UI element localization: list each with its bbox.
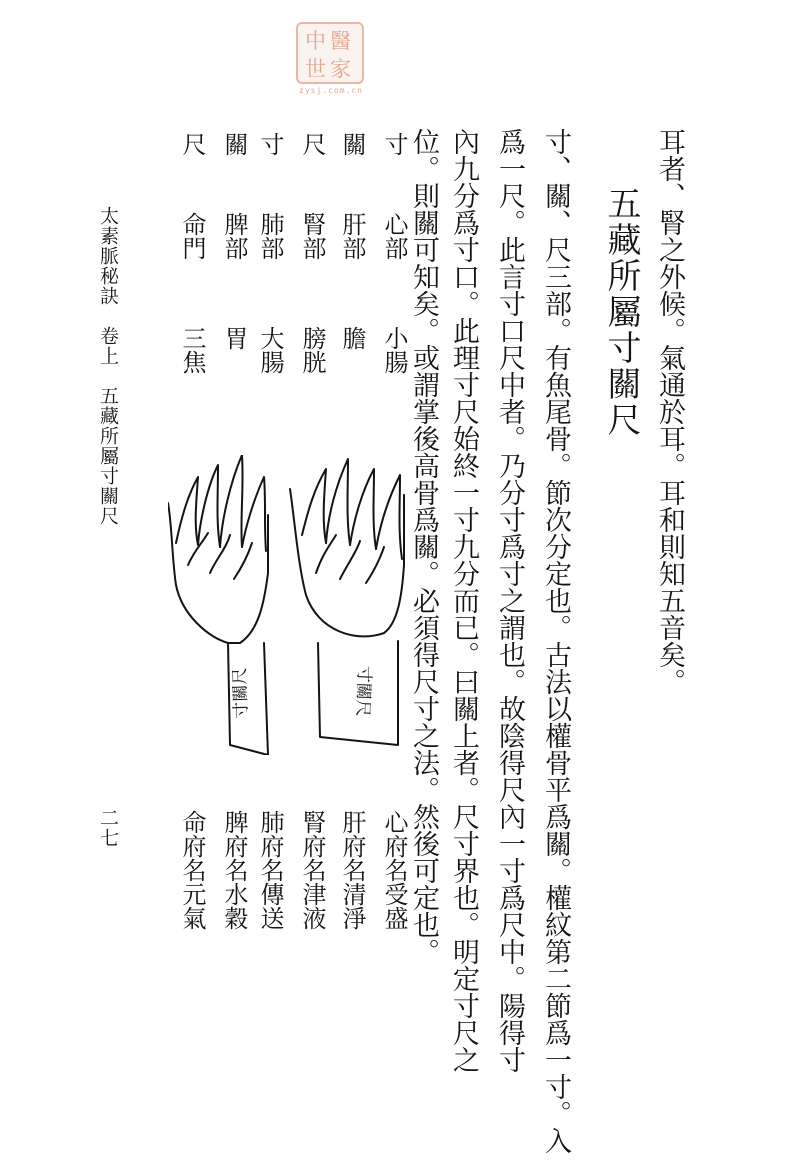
watermark-seal: 中醫世家	[296, 22, 364, 84]
organ-label: 心部	[380, 212, 408, 260]
position-label: 關	[220, 132, 248, 156]
body-column: 位。則關可知矣。或謂掌後高骨爲關。必須得尺寸之法。然後可定也。	[408, 128, 439, 965]
running-title: 太素脈秘訣 卷上 五藏所屬寸關尺	[97, 206, 119, 526]
bowel-label: 小腸	[380, 326, 408, 374]
palace-label: 腎府名津液	[298, 810, 326, 930]
section-title: 五藏所屬寸關尺	[601, 186, 641, 438]
bowel-label: 膽	[338, 326, 366, 350]
intro-column: 耳者、腎之外候。氣通於耳。耳和則知五音矣。	[654, 128, 685, 695]
organ-label: 命門	[178, 212, 206, 260]
body-column: 寸、關、尺三部。有魚尾骨。節次分定也。古法以權骨平爲關。權紋第二節爲一寸。入	[540, 128, 571, 1154]
hands-illustration	[168, 455, 408, 755]
page-number: 二七	[97, 808, 119, 848]
bowel-label: 大腸	[256, 326, 284, 374]
organ-label: 腎部	[298, 212, 326, 260]
right-hand-drawing	[290, 459, 404, 745]
palace-label: 命府名元氣	[178, 810, 206, 930]
organ-label: 肺部	[256, 212, 284, 260]
body-column: 內九分爲寸口。此理寸尺始終一寸九分而已。曰關上者。尺寸界也。明定寸尺之	[448, 128, 479, 1073]
body-column: 爲一尺。此言寸口尺中者。乃分寸爲寸之謂也。故陰得尺內一寸爲尺中。陽得寸	[494, 128, 525, 1073]
palace-label: 肺府名傳送	[256, 810, 284, 930]
palace-label: 肝府名清淨	[338, 810, 366, 930]
position-label: 寸	[380, 132, 408, 156]
bowel-label: 三焦	[178, 326, 206, 374]
bowel-label: 膀胱	[298, 326, 326, 374]
palace-label: 心府名受盛	[380, 810, 408, 930]
left-hand-label: 寸關尺	[230, 667, 252, 720]
position-label: 尺	[298, 132, 326, 156]
palace-label: 脾府名水穀	[220, 810, 248, 930]
position-label: 寸	[256, 132, 284, 156]
right-hand-label: 寸關尺	[352, 665, 374, 718]
organ-label: 脾部	[220, 212, 248, 260]
organ-label: 肝部	[338, 212, 366, 260]
watermark-url: zysj.com.cn	[299, 86, 363, 95]
position-label: 關	[338, 132, 366, 156]
left-hand-drawing	[168, 455, 268, 755]
bowel-label: 胃	[220, 326, 248, 350]
position-label: 尺	[178, 132, 206, 156]
